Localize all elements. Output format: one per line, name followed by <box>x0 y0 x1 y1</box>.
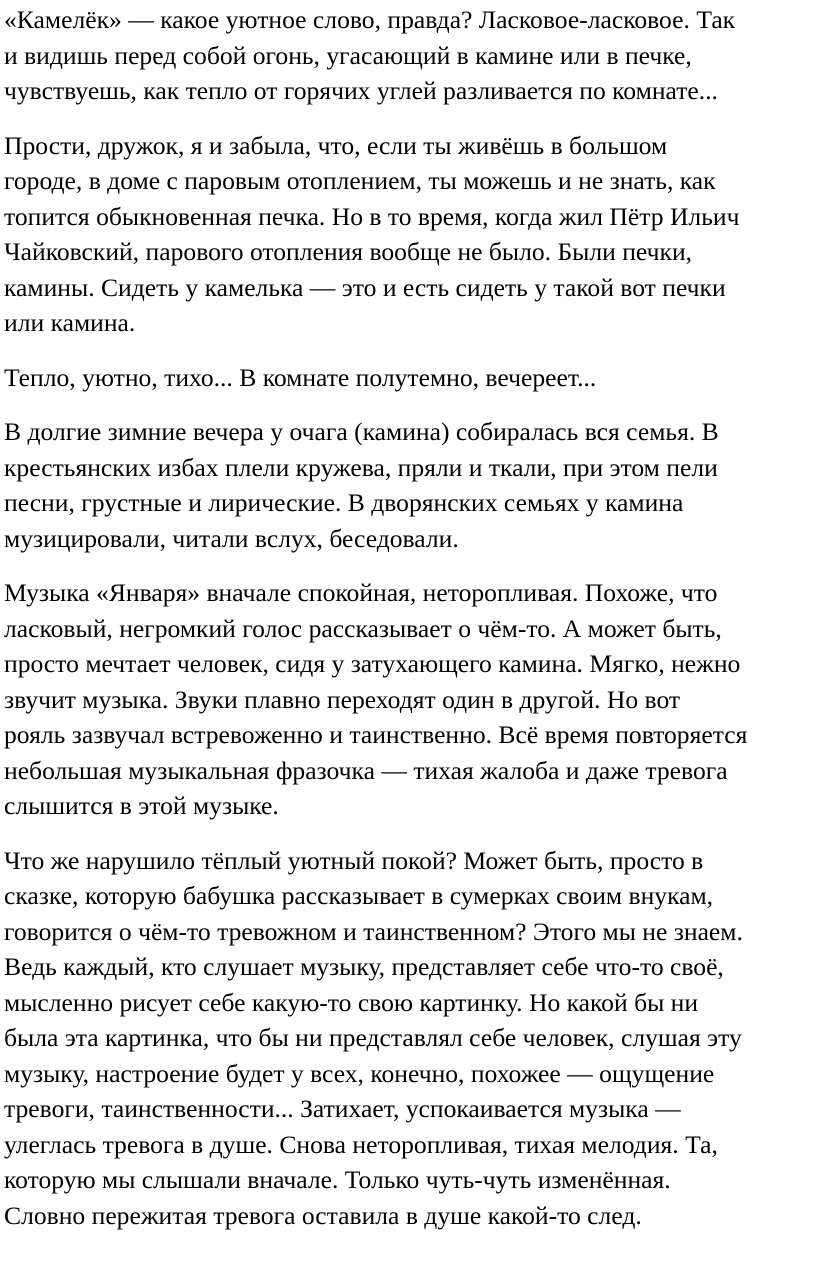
text-line: Словно пережитая тревога оставила в душе какой-то след. <box>4 1200 642 1230</box>
text-line: песни, грустные и лирические. В дворянских семьях у камина <box>4 488 684 517</box>
text-line: рояль зазвучал встревоженно и таинственно. Всё время повторяется <box>4 720 748 749</box>
text-line: тревоги, таинственности... Затихает, успокаивается музыка — <box>4 1094 681 1123</box>
paragraph-disturbed-peace <box>4 843 812 1234</box>
paragraph-winter-evenings <box>4 414 812 556</box>
text-line: звучит музыка. Звуки плавно переходят один в другой. Но вот <box>4 684 681 714</box>
text-line: музыку, настроение будет у всех, конечно, похожее — ощущение <box>4 1058 715 1088</box>
text-line: Чайковский, парового отопления вообще не было. Были печки, <box>4 237 693 266</box>
paragraph-january-music <box>4 575 812 824</box>
paragraph-warm-quiet <box>4 360 812 396</box>
text-line: небольшая музыкальная фразочка — тихая жалоба и даже тревога <box>4 755 728 785</box>
text-line: Прости, дружок, я и забыла, что, если ты живёшь в большом <box>4 130 668 160</box>
text-line: «Камелёк» — какое уютное слово, правда? Ласковое-ласковое. Так <box>4 5 736 34</box>
text-line: сказке, которую бабушка рассказывает в сумерках своим внукам, <box>4 881 714 910</box>
text-line: была эта картинка, что бы ни представлял себе человек, слушая эту <box>4 1023 742 1052</box>
text-line: мысленно рисует себе какую-то свою картинку. Но какой бы ни <box>4 987 699 1017</box>
text-line: улеглась тревога в душе. Снова неторопливая, тихая мелодия. Та, <box>4 1129 718 1159</box>
text-line: говорится о чём-то тревожном и таинственном? Этого мы не знаем. <box>4 916 743 946</box>
paragraph-kamelek-intro <box>4 2 812 109</box>
text-line: и видишь перед собой огонь, угасающий в камине или в печке, <box>4 40 692 70</box>
text-line: ласковый, негромкий голос рассказывает о чём-то. А может быть, <box>4 613 722 643</box>
text-line: Что же нарушило тёплый уютный покой? Может быть, просто в <box>4 845 704 875</box>
text-line: просто мечтает человек, сидя у затухающего камина. Мягко, нежно <box>4 649 741 678</box>
text-line: Тепло, уютно, тихо... В комнате полутемно, вечереет... <box>4 362 597 392</box>
text-line: музицировали, читали вслух, беседовали. <box>4 523 459 553</box>
text-line: которую мы слышали вначале. Только чуть-чуть изменённая. <box>4 1165 671 1194</box>
paragraph-stove-explanation <box>4 128 812 341</box>
text-line: камины. Сидеть у камелька — это и есть сидеть у такой вот печки <box>4 272 726 302</box>
text-line: чувствуешь, как тепло от горячих углей разливается по комнате... <box>4 76 718 105</box>
text-line: или камина. <box>4 308 136 337</box>
text-line: крестьянских избах плели кружева, пряли и ткали, при этом пели <box>4 452 718 482</box>
text-line: В долгие зимние вечера у очага (камина) собиралась вся семья. В <box>4 417 719 446</box>
text-line: Ведь каждый, кто слушает музыку, представляет себе что-то своё, <box>4 952 724 981</box>
text-line: городе, в доме с паровым отоплением, ты можешь и не знать, как <box>4 166 716 195</box>
text-line: слышится в этой музыке. <box>4 791 279 820</box>
text-line: Музыка «Января» вначале спокойная, неторопливая. Похоже, что <box>4 578 718 607</box>
text-line: топится обыкновенная печка. Но в то время, когда жил Пётр Ильич <box>4 201 740 231</box>
